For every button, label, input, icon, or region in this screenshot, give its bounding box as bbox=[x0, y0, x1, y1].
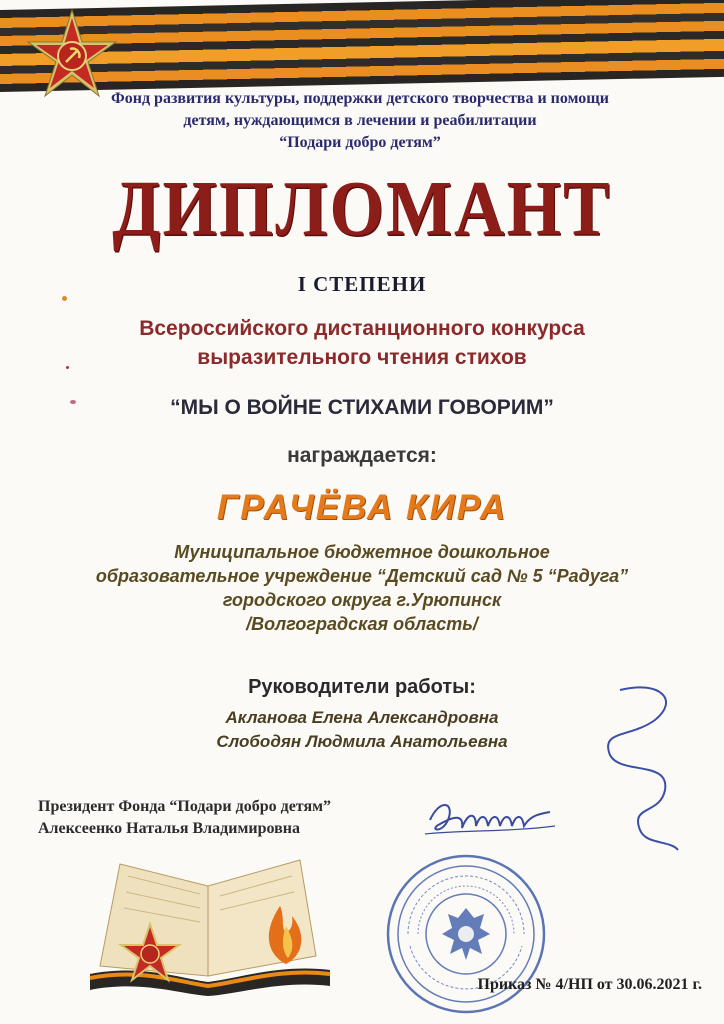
contest-line-1: Всероссийского дистанционного конкурса bbox=[139, 317, 585, 340]
contest-description bbox=[0, 314, 724, 372]
contest-name: “МЫ О ВОЙНЕ СТИХАМИ ГОВОРИМ” bbox=[170, 396, 554, 419]
print-speck bbox=[70, 400, 76, 404]
supervisor-name-1: Акланова Елена Александровна bbox=[225, 708, 499, 727]
diploma-title: ДИПЛОМАНТ bbox=[112, 166, 612, 253]
president-name: Алексеенко Наталья Владимировна bbox=[38, 820, 300, 837]
institution-line-2: образовательное учреждение “Детский сад № 5 “Радуга” bbox=[95, 566, 629, 586]
recipient-name: ГРАЧЁВА КИРА bbox=[216, 488, 508, 527]
institution-block bbox=[20, 540, 704, 636]
institution-line-1: Муниципальное бюджетное дошкольное bbox=[174, 542, 550, 562]
foundation-line-2: детям, нуждающимся в лечении и реабилитации bbox=[183, 112, 537, 129]
foundation-header bbox=[40, 88, 680, 154]
degree-label: I СТЕПЕНИ bbox=[297, 272, 427, 296]
print-speck bbox=[66, 366, 69, 369]
president-title: Президент Фонда “Подари добро детям” bbox=[38, 798, 332, 815]
open-book-emblem-icon bbox=[80, 846, 340, 1006]
pen-doodle-icon bbox=[560, 680, 690, 860]
contest-line-2: выразительного чтения стихов bbox=[197, 346, 527, 369]
institution-line-4: /Волгоградская область/ bbox=[246, 614, 478, 634]
supervisor-name-2: Слободян Людмила Анатольевна bbox=[216, 732, 508, 751]
awarded-label: награждается: bbox=[287, 444, 437, 467]
supervisors-heading: Руководители работы: bbox=[248, 676, 476, 698]
print-speck bbox=[62, 296, 67, 301]
president-block bbox=[38, 796, 458, 840]
signature-icon bbox=[420, 790, 560, 850]
order-reference: Приказ № 4/НП от 30.06.2021 г. bbox=[477, 976, 702, 993]
institution-line-3: городского округа г.Урюпинск bbox=[222, 590, 502, 610]
foundation-line-1: Фонд развития культуры, поддержки детского творчества и помощи bbox=[110, 90, 609, 107]
foundation-line-3: “Подари добро детям” bbox=[279, 134, 441, 151]
